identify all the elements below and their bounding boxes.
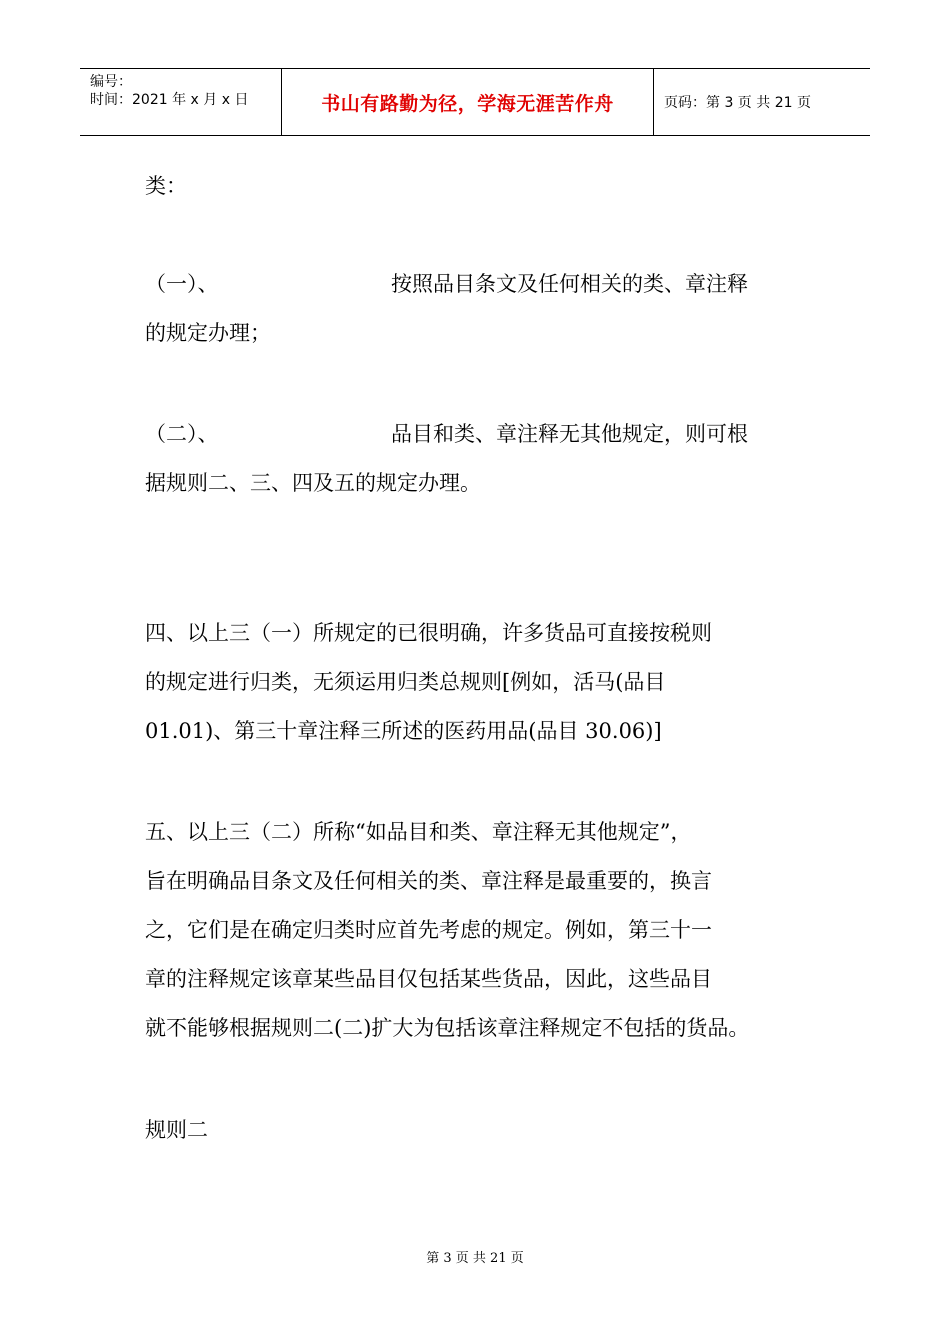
- item-2-line-2: 据规则二、三、四及五的规定办理。: [145, 471, 481, 495]
- section-4-line-3: 01.01)、第三十章注释三所述的医药用品(品目 30.06)]: [145, 719, 662, 743]
- item-2: [145, 410, 748, 508]
- item-2-prefix: （二）、: [145, 422, 219, 446]
- section-4: [145, 609, 712, 756]
- rule-title: 规则二: [145, 1118, 208, 1142]
- section-5-line-3: 之，它们是在确定归类时应首先考虑的规定。例如，第三十一: [145, 918, 712, 942]
- header-motto: 书山有路勤为径，学海无涯苦作舟: [281, 69, 654, 135]
- doc-number-label: 编号：: [90, 74, 132, 90]
- item-1: [145, 260, 748, 358]
- item-1-prefix: （一）、: [145, 272, 219, 296]
- section-5-line-5: 就不能够根据规则二(二)扩大为包括该章注释规定不包括的货品。: [145, 1016, 750, 1040]
- item-1-line-1: 按照品目条文及任何相关的类、章注释: [391, 272, 748, 296]
- header-page-info: 页码：第 3 页 共 21 页: [664, 95, 811, 111]
- section-5-line-2: 旨在明确品目条文及任何相关的类、章注释是最重要的，换言: [145, 869, 712, 893]
- item-1-line-2: 的规定办理；: [145, 321, 271, 345]
- section-4-line-1: 四、以上三（一）所规定的已很明确，许多货品可直接按税则: [145, 621, 712, 645]
- section-4-line-2: 的规定进行归类，无须运用归类总规则[例如，活马(品目: [145, 670, 666, 694]
- document-header: [80, 68, 870, 136]
- section-5-line-4: 章的注释规定该章某些品目仅包括某些货品，因此，这些品目: [145, 967, 712, 991]
- date-label: 时间：2021 年 x 月 x 日: [90, 92, 249, 108]
- item-2-line-1: 品目和类、章注释无其他规定，则可根: [391, 422, 748, 446]
- line-category: 类：: [145, 174, 187, 198]
- section-5: [145, 808, 749, 1053]
- header-meta: [80, 69, 281, 135]
- section-5-line-1: 五、以上三（二）所称“如品目和类、章注释无其他规定”，: [145, 820, 692, 844]
- page-footer: 第 3 页 共 21 页: [426, 1251, 524, 1266]
